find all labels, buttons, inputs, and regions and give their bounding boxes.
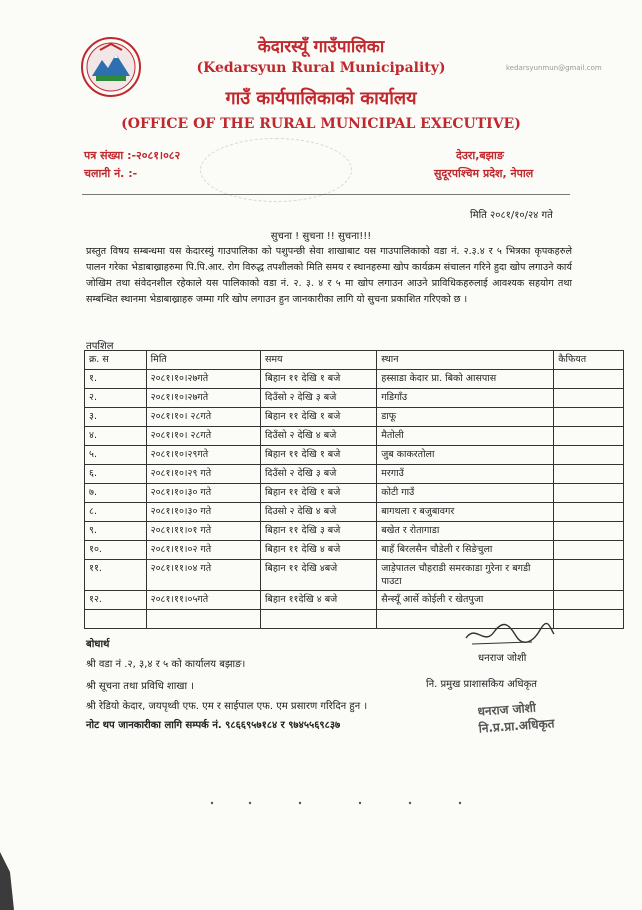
cell (554, 446, 624, 465)
email-address: kedarsyunmun@gmail.com (506, 64, 602, 72)
cell: दिउँसो २ देखि ३ बजे (260, 465, 376, 484)
cell: डाफू (377, 408, 554, 427)
signer-name: धनराज जोशी (478, 653, 527, 664)
cell: २०८१।११।०४ गते (146, 560, 260, 591)
cc-line-1: श्री वडा नं .२, ३,४ र ५ को कार्यालय बझाङ। (86, 659, 246, 670)
notice-title: सुचना ! सुचना !! सुचना!!! (270, 231, 372, 242)
table-row (85, 560, 624, 591)
table-row (85, 370, 624, 389)
table-row (85, 484, 624, 503)
cell (554, 503, 624, 522)
cell (554, 541, 624, 560)
table-row (85, 465, 624, 484)
cell: ११. (85, 560, 147, 591)
notice-date: मिति २०८१/१०/२४ गते (470, 210, 553, 221)
cell: सैन्स्यूँ आर्से कोईली र खेतपुजा (377, 591, 554, 610)
header-divider (82, 194, 570, 195)
cell: २०८१।१०।२९ गते (146, 465, 260, 484)
cell (260, 610, 376, 629)
stamp-line-2: नि.प्र.प्रा.अधिकृत (478, 716, 555, 736)
cell: बिहान ११ देखि १ बजे (260, 446, 376, 465)
cell: बिहान ११ देखि १ बजे (260, 370, 376, 389)
cell (554, 427, 624, 446)
cell (554, 560, 624, 591)
cc-title: बोधार्थ (86, 639, 110, 650)
table-row (85, 446, 624, 465)
table-header-row (85, 351, 624, 370)
cell: जुब काकरतोला (377, 446, 554, 465)
cell: कोटी गाउँ (377, 484, 554, 503)
signature-stamp (477, 697, 555, 736)
cell: हस्साडा केदार प्रा. बिको आसपास (377, 370, 554, 389)
cell: ६. (85, 465, 147, 484)
cell: ८. (85, 503, 147, 522)
cell: २०८१।११।०५गते (146, 591, 260, 610)
table-row (85, 522, 624, 541)
cell (146, 610, 260, 629)
table-row (85, 389, 624, 408)
stamp-line-1: धनराज जोशी (477, 700, 537, 719)
cell: बिहान ११ देखि १ बजे (260, 408, 376, 427)
reference-number: पत्र संख्या :-२०८१।०८२ (84, 149, 181, 162)
office-name-en: (OFFICE OF THE RURAL MUNICIPAL EXECUTIVE) (121, 116, 521, 132)
cell: २०८१।१०।२७गते (146, 389, 260, 408)
schedule-table (84, 350, 624, 629)
municipality-name-np: केदारस्यूँ गाउँपालिका (257, 37, 385, 57)
cell: २०८१।१०। २८गते (146, 408, 260, 427)
signer-title: नि. प्रमुख प्राशासकिय अधिकृत (426, 679, 537, 690)
cell: मरगाउँ (377, 465, 554, 484)
cell (554, 522, 624, 541)
municipality-name-en: (Kedarsyun Rural Municipality) (196, 60, 446, 76)
cell: दिउँसो २ देखि ४ बजे (260, 427, 376, 446)
cell (554, 389, 624, 408)
cell: २०८१।१०।२९गते (146, 446, 260, 465)
cell (85, 610, 147, 629)
cell (554, 591, 624, 610)
scan-edge-smudge (0, 852, 16, 910)
cell (554, 610, 624, 629)
table-row (85, 503, 624, 522)
contact-note: नोट थप जानकारीका लागि सम्पर्क नं. ९८६६९५७१८४ र ९७४५५६९८३७ (86, 720, 341, 731)
office-province: सुदूरपश्चिम प्रदेश, नेपाल (434, 167, 534, 180)
cell: २०८१।११।०२ गते (146, 541, 260, 560)
cell (554, 484, 624, 503)
cell: १०. (85, 541, 147, 560)
cell: १. (85, 370, 147, 389)
scan-dots (210, 800, 490, 806)
office-name-np: गाउँ कार्यपालिकाको कार्यालय (225, 88, 417, 109)
cell: २. (85, 389, 147, 408)
cell: २०८१।१०।२७गते (146, 370, 260, 389)
cell: बिहान ११ देखि १ बजे (260, 484, 376, 503)
cell: जाड़ेपातल चौहराडी समरकाडा गुरेना र बगडी पाउटा (377, 560, 554, 591)
cell: बागथला र बजुबावगर (377, 503, 554, 522)
cell: २०८१।१०।३० गते (146, 484, 260, 503)
cell: गडिगाँउ (377, 389, 554, 408)
cc-line-2: श्री सूचना तथा प्रविधि शाखा । (86, 681, 195, 692)
cell: ५. (85, 446, 147, 465)
cell: बिहान ११ देखि ४बजे (260, 560, 376, 591)
cell (554, 465, 624, 484)
header-time: समय (260, 351, 376, 370)
cell (554, 408, 624, 427)
cell: १२. (85, 591, 147, 610)
header-remarks: कैफियत (554, 351, 624, 370)
cell (554, 370, 624, 389)
table-caption: तपशिल (86, 341, 114, 352)
cell: २०८१।१०। २८गते (146, 427, 260, 446)
header-place: स्थान (377, 351, 554, 370)
faint-seal (200, 138, 352, 202)
cell: २०८१।१०।३० गते (146, 503, 260, 522)
cell: मैतोली (377, 427, 554, 446)
table-row (85, 541, 624, 560)
signature-icon (462, 620, 557, 648)
notice-body: प्रस्तुत विषय सम्बन्धमा यस केदारस्युं गाउपालिका को पशुपन्छी सेवा शाखाबाट यस गाउपालिकाको वडा नं. २.३.४ र ५ भित्रका कृपकहरुले पालन गरेका भेडाबाख्राहरुमा पि.पि.आर. रोग विरुद्ध तपशीलको मिति समय र स्थानहरुमा खोप कार्यक्रम संचालन गरिने हुदा खोप लगाउने कार्य जोखिम तथा संवेदनशील रहेकाले यस पालिकाको वडा नं. २. ३. ४ र ५ मा खोप लगाउन आउने प्राविधिकहरुलाई आवश्यक सहयोग तथा सम्बन्धित स्थानमा भेडाबाख्राहरु जम्मा गरि खोप लगाउन हुन जानकारीका लागि यो सुचना प्रकाशित गरिएको छ । (86, 246, 572, 305)
cell: बिहान ११ देखि ४ बजे (260, 541, 376, 560)
table-row (85, 591, 624, 610)
cell: ४. (85, 427, 147, 446)
office-place: देउरा,बझाङ (456, 149, 504, 162)
cell: दिउसो २ देखि ४ बजे (260, 503, 376, 522)
table-row (85, 408, 624, 427)
cell: ३. (85, 408, 147, 427)
header-date: मिति (146, 351, 260, 370)
cell: २०८१।११।०१ गते (146, 522, 260, 541)
cell: बखेत र रोतागाडा (377, 522, 554, 541)
cell: ७. (85, 484, 147, 503)
cell: ९. (85, 522, 147, 541)
header-serial: क्र. स (85, 351, 147, 370)
cell: बाहँ बिरलसैन चौडेली र सिङेचुला (377, 541, 554, 560)
table-row (85, 427, 624, 446)
dispatch-number: चलानी नं. :- (84, 167, 138, 180)
cc-line-3: श्री रेडियो केदार, जयपृथ्वी एफ. एम र साईपाल एफ. एम प्रसारण गरिदिन हुन । (86, 701, 368, 712)
cell: बिहान ११देखि ४ बजे (260, 591, 376, 610)
cell: बिहान ११ देखि ३ बजे (260, 522, 376, 541)
cell: दिउँसो २ देखि ३ बजे (260, 389, 376, 408)
